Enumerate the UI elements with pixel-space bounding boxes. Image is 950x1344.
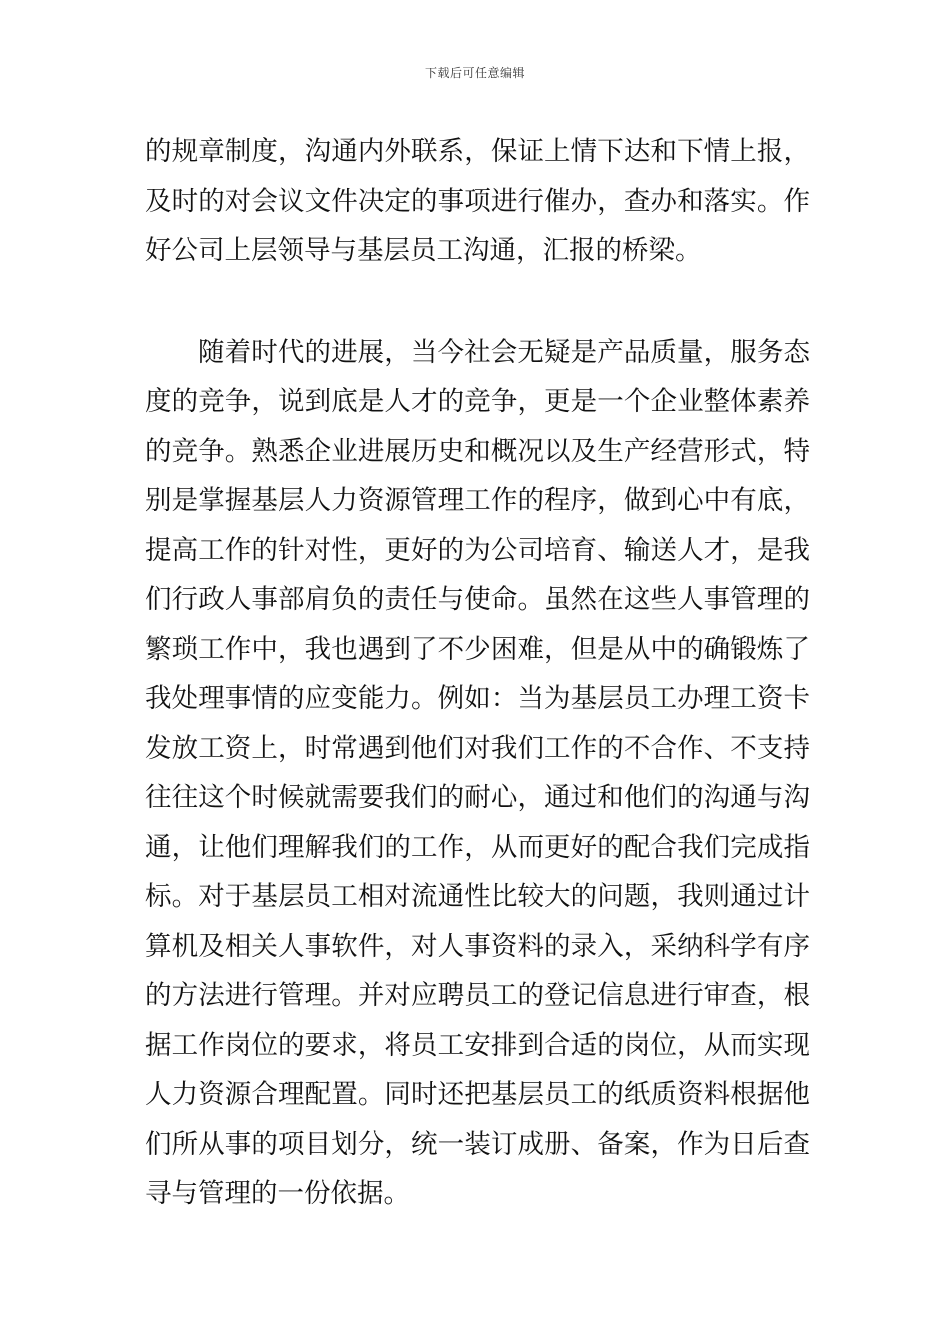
text-line: 我处理事情的应变能力。例如：当为基层员工办理工资卡	[145, 683, 810, 714]
text-line: 的竞争。熟悉企业进展历史和概况以及生产经营形式，特	[145, 435, 810, 467]
header-note: 下载后可任意编辑	[424, 66, 525, 80]
document-body	[145, 127, 810, 1219]
text-line: 别是掌握基层人力资源管理工作的程序，做到心中有底，	[145, 485, 810, 516]
paragraph-spacer	[145, 276, 810, 328]
paragraph-1	[145, 127, 810, 276]
text-line: 寻与管理的一份依据。	[145, 1178, 410, 1209]
text-line: 标。对于基层员工相对流通性比较大的问题，我则通过计	[145, 881, 810, 912]
text-line: 据工作岗位的要求，将员工安排到合适的岗位，从而实现	[145, 1029, 810, 1061]
text-line: 及时的对会议文件决定的事项进行催办，查办和落实。作	[145, 185, 810, 217]
text-line: 往往这个时候就需要我们的耐心，通过和他们的沟通与沟	[145, 782, 810, 813]
text-line: 的方法进行管理。并对应聘员工的登记信息进行审查，根	[145, 980, 810, 1011]
text-line: 好公司上层领导与基层员工沟通，汇报的桥梁。	[145, 235, 702, 266]
text-line: 们行政人事部肩负的责任与使命。虽然在这些人事管理的	[145, 584, 810, 615]
text-line: 的规章制度，沟通内外联系，保证上情下达和下情上报，	[145, 136, 810, 167]
text-line: 繁琐工作中，我也遇到了不少困难，但是从中的确锻炼了	[145, 633, 810, 665]
text-line: 提高工作的针对性，更好的为公司培育、输送人才，是我	[145, 534, 810, 566]
text-line: 算机及相关人事软件，对人事资料的录入，采纳科学有序	[145, 930, 810, 962]
text-line: 发放工资上，时常遇到他们对我们工作的不合作、不支持	[145, 732, 810, 764]
text-line: 度的竞争，说到底是人才的竞争，更是一个企业整体素养	[145, 386, 810, 417]
text-line: 人力资源合理配置。同时还把基层员工的纸质资料根据他	[145, 1079, 810, 1110]
paragraph-2	[145, 328, 810, 1219]
text-line: 随着时代的进展，当今社会无疑是产品质量，服务态	[198, 336, 810, 368]
text-line: 通，让他们理解我们的工作，从而更好的配合我们完成指	[145, 831, 810, 863]
text-line: 们所从事的项目划分，统一装订成册、备案，作为日后查	[145, 1128, 810, 1160]
